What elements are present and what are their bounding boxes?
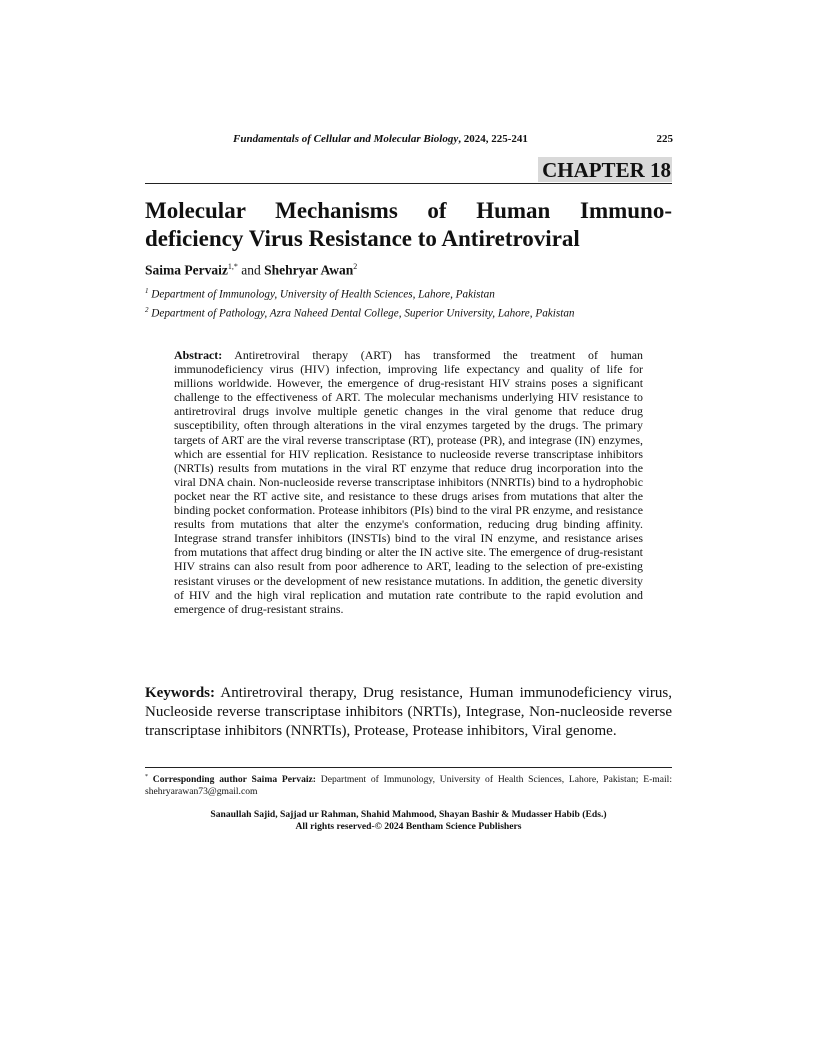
chapter-bar	[145, 157, 672, 184]
affiliation-2-mark: 2	[145, 306, 149, 314]
journal-name: Fundamentals of Cellular and Molecular Biology	[233, 133, 459, 145]
page-number: 225	[656, 133, 673, 145]
abstract	[174, 348, 643, 616]
author-2-affiliation-mark: 2	[353, 262, 358, 271]
author-connector: and	[237, 262, 265, 278]
affiliation-1-text: Department of Immunology, University of Health Sciences, Lahore, Pakistan	[148, 288, 495, 301]
author-1-affiliation-mark: 1,*	[227, 262, 238, 271]
corresponding-author-footnote	[145, 771, 672, 798]
affiliation-1-mark: 1	[145, 287, 149, 295]
abstract-text: Antiretroviral therapy (ART) has transformed the treatment of human immunodeficiency virus (HIV) infection, improving life expectancy and quality of life for millions worldwide. However, the emergence of drug-resistant HIV strains poses a significant challenge to the effectiveness of ART. The molecular mechanisms underlying HIV resistance to antiretroviral drugs involve multiple genetic changes in the viral genome that reduce drug susceptibility, often through alterations in the viral enzymes targeted by the drugs. The primary targets of ART are the viral reverse transcriptase (RT), protease (PR), and integrase (IN) enzymes, which are essential for HIV replication. Resistance to nucleoside reverse transcriptase inhibitors (NRTIs) results from mutations in the viral RT enzyme that reduce drug incorporation into the viral DNA chain. Non-nucleoside reverse transcriptase inhibitors (NNRTIs) bind to a hydrophobic pocket near the RT active site, and resistance to these drugs arises from mutations that alter the binding pocket conformation. Protease inhibitors (PIs) bind to the viral PR enzyme, and resistance results from mutations that alter the enzyme's conformation, reducing drug binding affinity. Integrase strand transfer inhibitors (INSTIs) bind to the viral IN enzyme, and resistance arises from mutations that affect drug binding or alter the IN active site. The emergence of drug-resistant HIV strains can also result from poor adherence to ART, leading to the selection of pre-existing resistant viruses or the development of new resistance mutations. In addition, the genetic diversity of HIV and the high viral replication and mutation rate contribute to the rapid evolution and emergence of drug-resistant strains.	[174, 348, 643, 616]
keywords	[145, 684, 672, 741]
keywords-text: Antiretroviral therapy, Drug resistance, Human immunodeficiency virus, Nucleoside reverse transcriptase inhibitors (NRTIs), Integrase, Non-nucleoside reverse transcriptase inhibitors (NNRTIs), Protease, Protease inhibitors, Viral genome.	[145, 685, 672, 739]
editors-line: Sanaullah Sajid, Sajjad ur Rahman, Shahid Mahmood, Shayan Bashir & Mudasser Habib (Eds.)	[210, 809, 607, 820]
footnote-label: Corresponding author Saima Pervaiz:	[148, 774, 317, 786]
abstract-label: Abstract:	[174, 348, 223, 362]
journal-details: , 2024, 225-241	[458, 133, 528, 145]
author-line	[145, 262, 357, 279]
running-head	[233, 133, 673, 145]
footnote-text: Department of Immunology, University of Health Sciences, Lahore, Pakistan; E-mail: shehryarawan73@gmail.com	[145, 774, 672, 798]
keywords-label: Keywords:	[145, 685, 215, 701]
journal-citation	[233, 133, 528, 145]
author-name-2: Shehryar Awan	[264, 262, 354, 278]
footnote-mark: *	[145, 774, 148, 780]
affiliation-1	[145, 287, 495, 301]
chapter-label: CHAPTER 18	[538, 157, 672, 182]
chapter-title: Molecular Mechanisms of Human Immuno-deficiency Virus Resistance to Antiretroviral	[145, 198, 672, 251]
editors-block	[145, 809, 672, 833]
footnote-divider	[145, 767, 672, 768]
author-name-1: Saima Pervaiz	[145, 262, 228, 278]
affiliation-2	[145, 306, 575, 320]
affiliation-2-text: Department of Pathology, Azra Naheed Dental College, Superior University, Lahore, Pakistan	[148, 307, 575, 320]
copyright-line: All rights reserved-© 2024 Bentham Science Publishers	[295, 821, 522, 832]
